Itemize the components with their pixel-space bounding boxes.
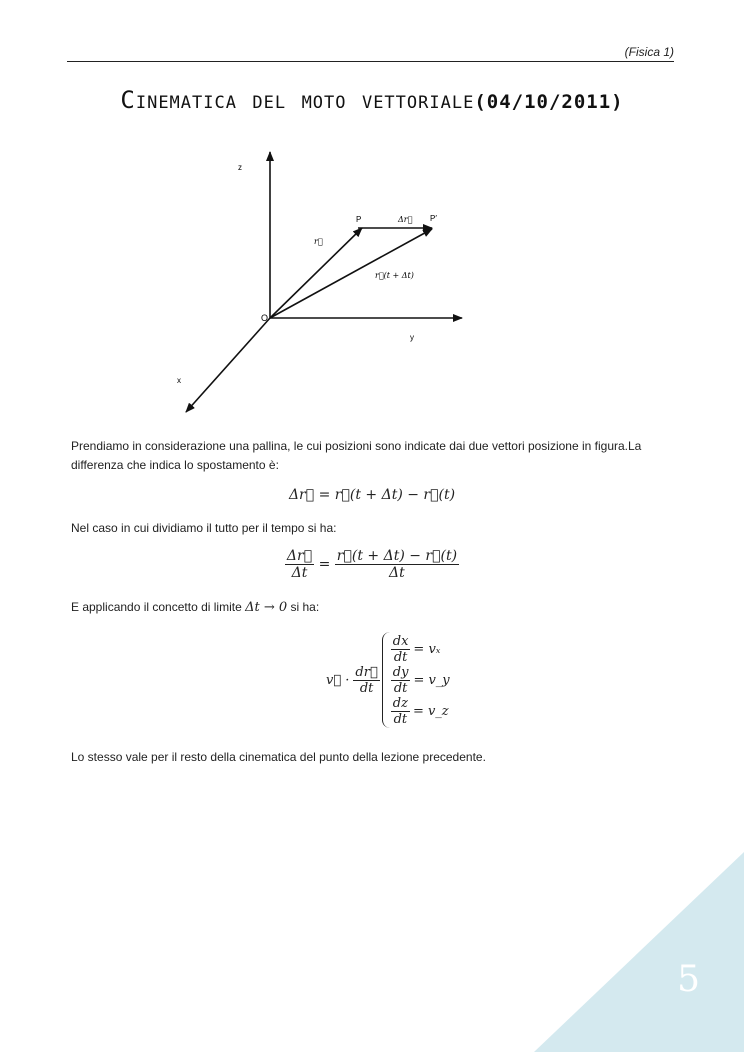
sys-row (391, 634, 450, 665)
corner-accent (534, 852, 744, 1052)
point-p-label: P (356, 215, 362, 224)
eq2-rhs-fraction (335, 548, 459, 581)
velocity-system (326, 632, 450, 728)
sys-row-rhs: = vₓ (413, 641, 441, 657)
eq2-lhs-num: Δr⃗ (286, 548, 313, 564)
header-label: (Fisica 1) (624, 45, 674, 59)
paragraph-3 (71, 598, 681, 617)
title-text: Cinematica del moto vettoriale (120, 86, 475, 114)
paragraph-2: Nel caso in cui dividiamo il tutto per il tempo si ha: (71, 521, 337, 535)
point-p-prime-label: P′ (430, 214, 437, 223)
sys-dr-fraction (353, 665, 379, 696)
sys-brace (382, 632, 391, 728)
page-number: 5 (677, 959, 700, 1000)
paragraph-3-math: Δt → 0 (245, 600, 288, 615)
equation-2 (0, 548, 744, 581)
origin-label: O (261, 313, 269, 323)
axis-x-line (186, 318, 270, 412)
paragraph-3-pre: E applicando il concetto di limite (71, 600, 242, 614)
page-title (0, 86, 744, 114)
axis-x-label: x (177, 376, 181, 385)
sys-dr-num: dr⃗ (355, 664, 378, 680)
eq2-rhs-den: Δt (389, 565, 405, 581)
axis-y-label: y (410, 333, 414, 342)
sys-v: v⃗ · (326, 672, 350, 688)
vector-diagram (0, 140, 744, 420)
title-date: (04/10/2011) (474, 91, 624, 113)
eq2-lhs-fraction (285, 548, 314, 581)
sys-row-den: dt (393, 649, 408, 665)
eq2-equals: = (318, 556, 331, 573)
header-rule (67, 61, 674, 62)
sys-rows (391, 634, 450, 727)
sys-row (391, 696, 450, 727)
paragraph-4: Lo stesso vale per il resto della cinematica del punto della lezione precedente. (71, 750, 486, 764)
equation-1: Δr⃗ = r⃗(t + Δt) − r⃗(t) (288, 487, 456, 503)
sys-row-num: dy (392, 664, 409, 680)
eq2-lhs-den: Δt (291, 565, 308, 581)
sys-row-den: dt (393, 711, 408, 727)
eq2-rhs-num: r⃗(t + Δt) − r⃗(t) (336, 548, 458, 564)
sys-row (391, 665, 450, 696)
sys-row-rhs: = v_y (413, 672, 450, 688)
vector-r-dt-label: r⃗(t + Δt) (375, 271, 414, 280)
paragraph-1: Prendiamo in considerazione una pallina, le cui posizioni sono indicate dai due vettori posizione in figura.La differenza che indica lo spostamento è: (71, 439, 642, 472)
vector-r-label: r⃗ (314, 237, 323, 246)
vector-delta-r-label: Δr⃗ (398, 215, 413, 224)
sys-row-rhs: = v_z (412, 703, 449, 719)
axis-z-label: z (238, 163, 242, 172)
sys-row-num: dx (392, 633, 409, 649)
sys-dr-den: dt (359, 680, 374, 696)
sys-row-num: dz (392, 695, 408, 711)
sys-row-den: dt (393, 680, 408, 696)
paragraph-3-post: si ha: (290, 600, 320, 614)
